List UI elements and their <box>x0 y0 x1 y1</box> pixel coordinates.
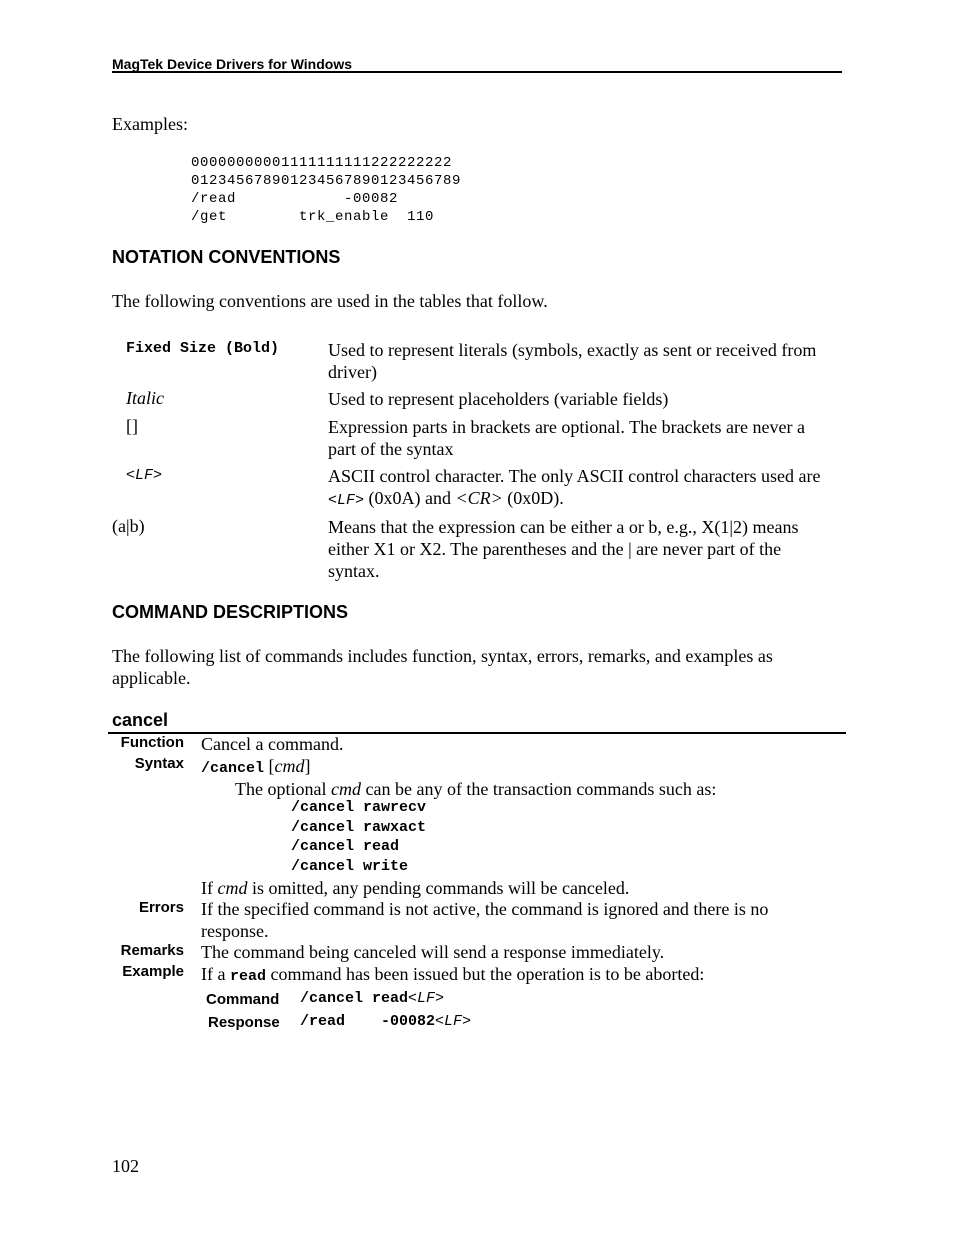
note-text: is omitted, any pending commands will be canceled. <box>247 878 630 898</box>
convention-def-italic: Used to represent placeholders (variable fields) <box>328 389 669 409</box>
note-arg: cmd <box>330 779 361 799</box>
def-text: ASCII control character. The only ASCII control characters used are <box>328 466 821 486</box>
example-response-text: /read -00082 <box>300 1013 436 1030</box>
convention-def-fixed-size: Used to represent literals (symbols, exactly as sent or received from driver) <box>328 340 817 382</box>
syntax-optional-note <box>235 778 716 800</box>
notation-intro: The following conventions are used in the tables that follow. <box>112 291 548 311</box>
convention-term-italic: Italic <box>126 388 164 408</box>
commands-intro: The following list of commands includes function, syntax, errors, remarks, and examples as applicable. <box>112 646 773 688</box>
example-text: If a <box>201 964 230 984</box>
running-header: MagTek Device Drivers for Windows <box>112 56 353 72</box>
convention-term-fixed-size: Fixed Size (Bold) <box>126 340 280 357</box>
convention-term-lf: <LF> <box>126 467 163 484</box>
note-text: If <box>201 878 218 898</box>
example-command: read <box>229 968 266 985</box>
commands-heading: COMMAND DESCRIPTIONS <box>112 602 349 622</box>
note-text: can be any of the transaction commands such as: <box>360 779 717 799</box>
example-response-label: Response <box>208 1014 280 1031</box>
example-command-label: Command <box>206 991 280 1008</box>
syntax-arg: cmd <box>274 756 305 776</box>
syntax-command: /cancel <box>201 760 265 777</box>
def-text: (0x0A) and <box>364 488 456 508</box>
syntax-command-list <box>291 798 426 876</box>
list-item: /cancel rawxact <box>291 818 427 836</box>
cr-token: <CR> <box>455 488 503 508</box>
code-line: 01234567890123456789012345678​9 <box>191 173 462 189</box>
label-remarks: Remarks <box>120 942 184 959</box>
errors-text: If the specified command is not active, the command is ignored and there is no response. <box>201 899 769 941</box>
header-rule <box>112 71 842 73</box>
examples-code-block <box>191 154 461 226</box>
syntax-line <box>201 755 311 780</box>
convention-term-brackets: [] <box>126 416 138 436</box>
convention-term-alternation: (a|b) <box>112 516 145 536</box>
def-text: (0x0D). <box>502 488 564 508</box>
example-intro <box>201 963 704 988</box>
list-item: /cancel write <box>291 857 409 875</box>
command-title-cancel: cancel <box>112 710 169 730</box>
notation-heading: NOTATION CONVENTIONS <box>112 247 341 267</box>
code-line: /read -00082 <box>191 191 399 207</box>
example-response-value <box>300 1013 471 1030</box>
note-text: The optional <box>235 779 331 799</box>
function-text: Cancel a command. <box>201 734 344 754</box>
note-arg: cmd <box>217 878 248 898</box>
page-number: 102 <box>112 1156 139 1176</box>
list-item: /cancel rawrecv <box>291 799 427 816</box>
convention-def-alternation: Means that the expression can be either a or b, e.g., X(1|2) means either X1 or X2. The parentheses and the | are never part of the syntax. <box>328 517 799 581</box>
syntax-bracket: ] <box>304 756 311 776</box>
syntax-bracket: [ <box>264 756 275 776</box>
list-item: /cancel read <box>291 838 400 855</box>
code-line: 00000000001111111111222222222 <box>191 155 453 171</box>
remarks-text: The command being canceled will send a response immediately. <box>201 942 665 962</box>
example-command-text: /cancel read <box>300 990 409 1007</box>
label-syntax: Syntax <box>134 755 184 772</box>
examples-label: Examples: <box>112 114 188 134</box>
code-line: /get trk_enable 110 <box>191 209 435 225</box>
convention-def-brackets: Expression parts in brackets are optional. The brackets are never a part of the syntax <box>328 417 805 459</box>
lf-token: <LF> <box>408 990 445 1007</box>
example-text: command has been issued but the operation is to be aborted: <box>266 964 705 984</box>
label-function: Function <box>120 734 184 751</box>
label-errors: Errors <box>138 899 184 916</box>
label-example: Example <box>122 963 184 980</box>
convention-def-lf <box>328 465 833 512</box>
syntax-omitted-note <box>201 877 629 899</box>
example-command-value <box>300 990 444 1007</box>
lf-token: <LF> <box>328 492 365 509</box>
lf-token: <LF> <box>435 1013 472 1030</box>
